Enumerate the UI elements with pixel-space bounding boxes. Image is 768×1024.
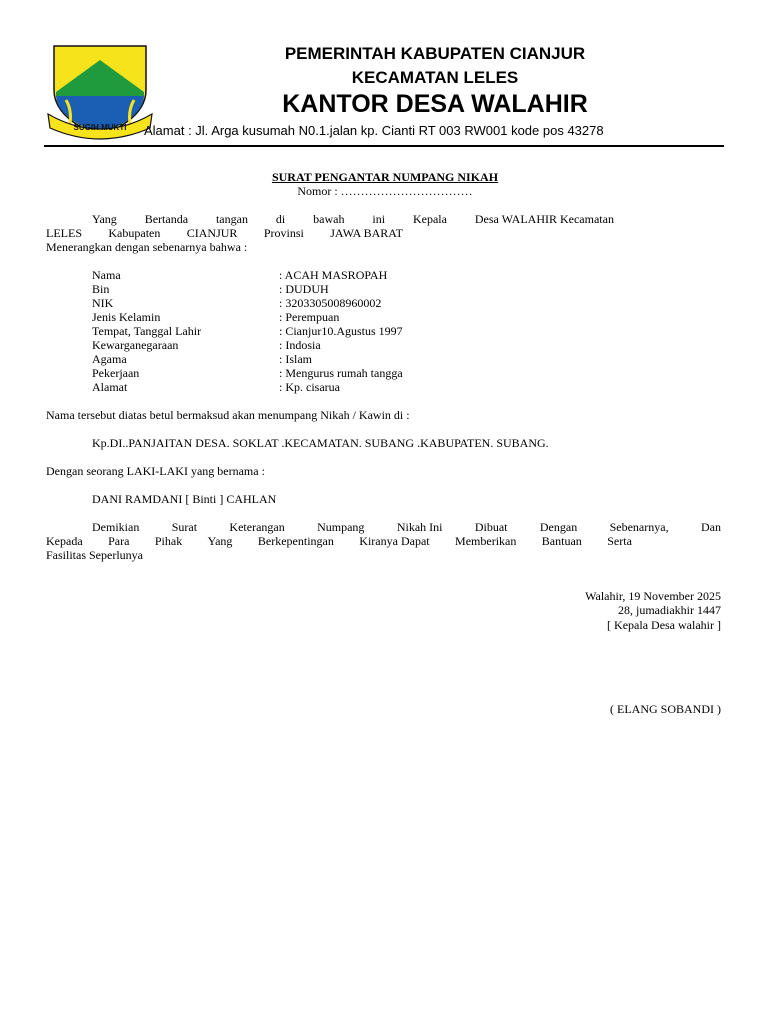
letter-number: Nomor : …………………………… bbox=[297, 184, 473, 198]
field-label-birth: Tempat, Tanggal Lahir bbox=[92, 324, 202, 338]
partner-name: DANI RAMDANI [ Binti ] CAHLAN bbox=[92, 492, 277, 506]
word: Desa WALAHIR Kecamatan bbox=[474, 212, 614, 226]
intro-line-1 bbox=[92, 212, 614, 227]
word: Bantuan bbox=[541, 534, 582, 548]
word: Yang bbox=[92, 212, 117, 226]
partner-intro: Dengan seorang LAKI-LAKI yang bernama : bbox=[46, 464, 265, 478]
letter-title: SURAT PENGANTAR NUMPANG NIKAH bbox=[271, 170, 499, 184]
word: Dan bbox=[700, 520, 721, 534]
word: Keterangan bbox=[229, 520, 285, 534]
field-label-bin: Bin bbox=[92, 282, 110, 296]
word: Kiranya Dapat bbox=[359, 534, 430, 548]
word: Sebenarnya, bbox=[609, 520, 669, 534]
office-name: KANTOR DESA WALAHIR bbox=[282, 90, 588, 118]
word: Provinsi bbox=[263, 226, 304, 240]
marriage-destination: Kp.DI..PANJAITAN DESA. SOKLAT .KECAMATAN. SUBANG .KABUPATEN. SUBANG. bbox=[92, 436, 549, 450]
word: Surat bbox=[171, 520, 198, 534]
word: Serta bbox=[607, 534, 632, 548]
signatory-name: ( ELANG SOBANDI ) bbox=[610, 702, 721, 716]
field-value-gender: : Perempuan bbox=[279, 310, 340, 324]
word: Numpang bbox=[317, 520, 365, 534]
word: Para bbox=[108, 534, 130, 548]
office-address: Alamat : Jl. Arga kusumah N0.1.jalan kp. Cianti RT 003 RW001 kode pos 43278 bbox=[144, 123, 604, 138]
word: CIANJUR bbox=[186, 226, 238, 240]
word: ini bbox=[372, 212, 386, 226]
district-name: KECAMATAN LELES bbox=[351, 68, 519, 87]
closing-line-2 bbox=[46, 534, 632, 549]
logo-motto: SUGIH MUKTI bbox=[73, 123, 127, 132]
word: JAWA BARAT bbox=[330, 226, 403, 240]
word: Kepala bbox=[412, 212, 447, 226]
signature-date: Walahir, 19 November 2025 bbox=[585, 589, 721, 603]
word: tangan bbox=[215, 212, 248, 226]
signature-hijri-date: 28, jumadiakhir 1447 bbox=[618, 603, 721, 617]
regency-coat-of-arms-logo bbox=[46, 44, 154, 142]
word: Pihak bbox=[154, 534, 183, 548]
word: Dibuat bbox=[474, 520, 508, 534]
field-value-religion: : Islam bbox=[279, 352, 312, 366]
word: Kepada bbox=[46, 534, 83, 548]
signature-role: [ Kepala Desa walahir ] bbox=[607, 618, 721, 632]
closing-line-3: Fasilitas Seperlunya bbox=[46, 548, 143, 562]
word: Dengan bbox=[539, 520, 578, 534]
field-value-occupation: : Mengurus rumah tangga bbox=[279, 366, 403, 380]
statement-line: Nama tersebut diatas betul bermaksud akan menumpang Nikah / Kawin di : bbox=[46, 408, 410, 422]
field-value-citizenship: : Indosia bbox=[279, 338, 321, 352]
intro-line-3: Menerangkan dengan sebenarnya bahwa : bbox=[46, 240, 248, 254]
word: Bertanda bbox=[144, 212, 189, 226]
word: Nikah Ini bbox=[396, 520, 443, 534]
government-name: PEMERINTAH KABUPATEN CIANJUR bbox=[284, 44, 586, 63]
word: LELES bbox=[46, 226, 82, 240]
word: Kabupaten bbox=[108, 226, 161, 240]
field-label-occupation: Pekerjaan bbox=[92, 366, 140, 380]
field-label-nik: NIK bbox=[92, 296, 114, 310]
closing-line-1 bbox=[92, 520, 721, 535]
field-value-bin: : DUDUH bbox=[279, 282, 329, 296]
word: Demikian bbox=[92, 520, 140, 534]
field-value-address: : Kp. cisarua bbox=[279, 380, 340, 394]
field-value-birth: : Cianjur10.Agustus 1997 bbox=[279, 324, 403, 338]
intro-line-2 bbox=[46, 226, 403, 241]
field-label-address: Alamat bbox=[92, 380, 128, 394]
word: Berkepentingan bbox=[257, 534, 334, 548]
field-label-citizenship: Kewarganegaraan bbox=[92, 338, 179, 352]
field-label-nama: Nama bbox=[92, 268, 121, 282]
word: Memberikan bbox=[455, 534, 517, 548]
word: di bbox=[275, 212, 286, 226]
field-value-nik: : 3203305008960002 bbox=[279, 296, 382, 310]
word: bawah bbox=[313, 212, 345, 226]
word: Yang bbox=[207, 534, 233, 548]
field-value-nama: : ACAH MASROPAH bbox=[279, 268, 388, 282]
letterhead-divider bbox=[44, 145, 724, 147]
field-label-religion: Agama bbox=[92, 352, 127, 366]
field-label-gender: Jenis Kelamin bbox=[92, 310, 161, 324]
